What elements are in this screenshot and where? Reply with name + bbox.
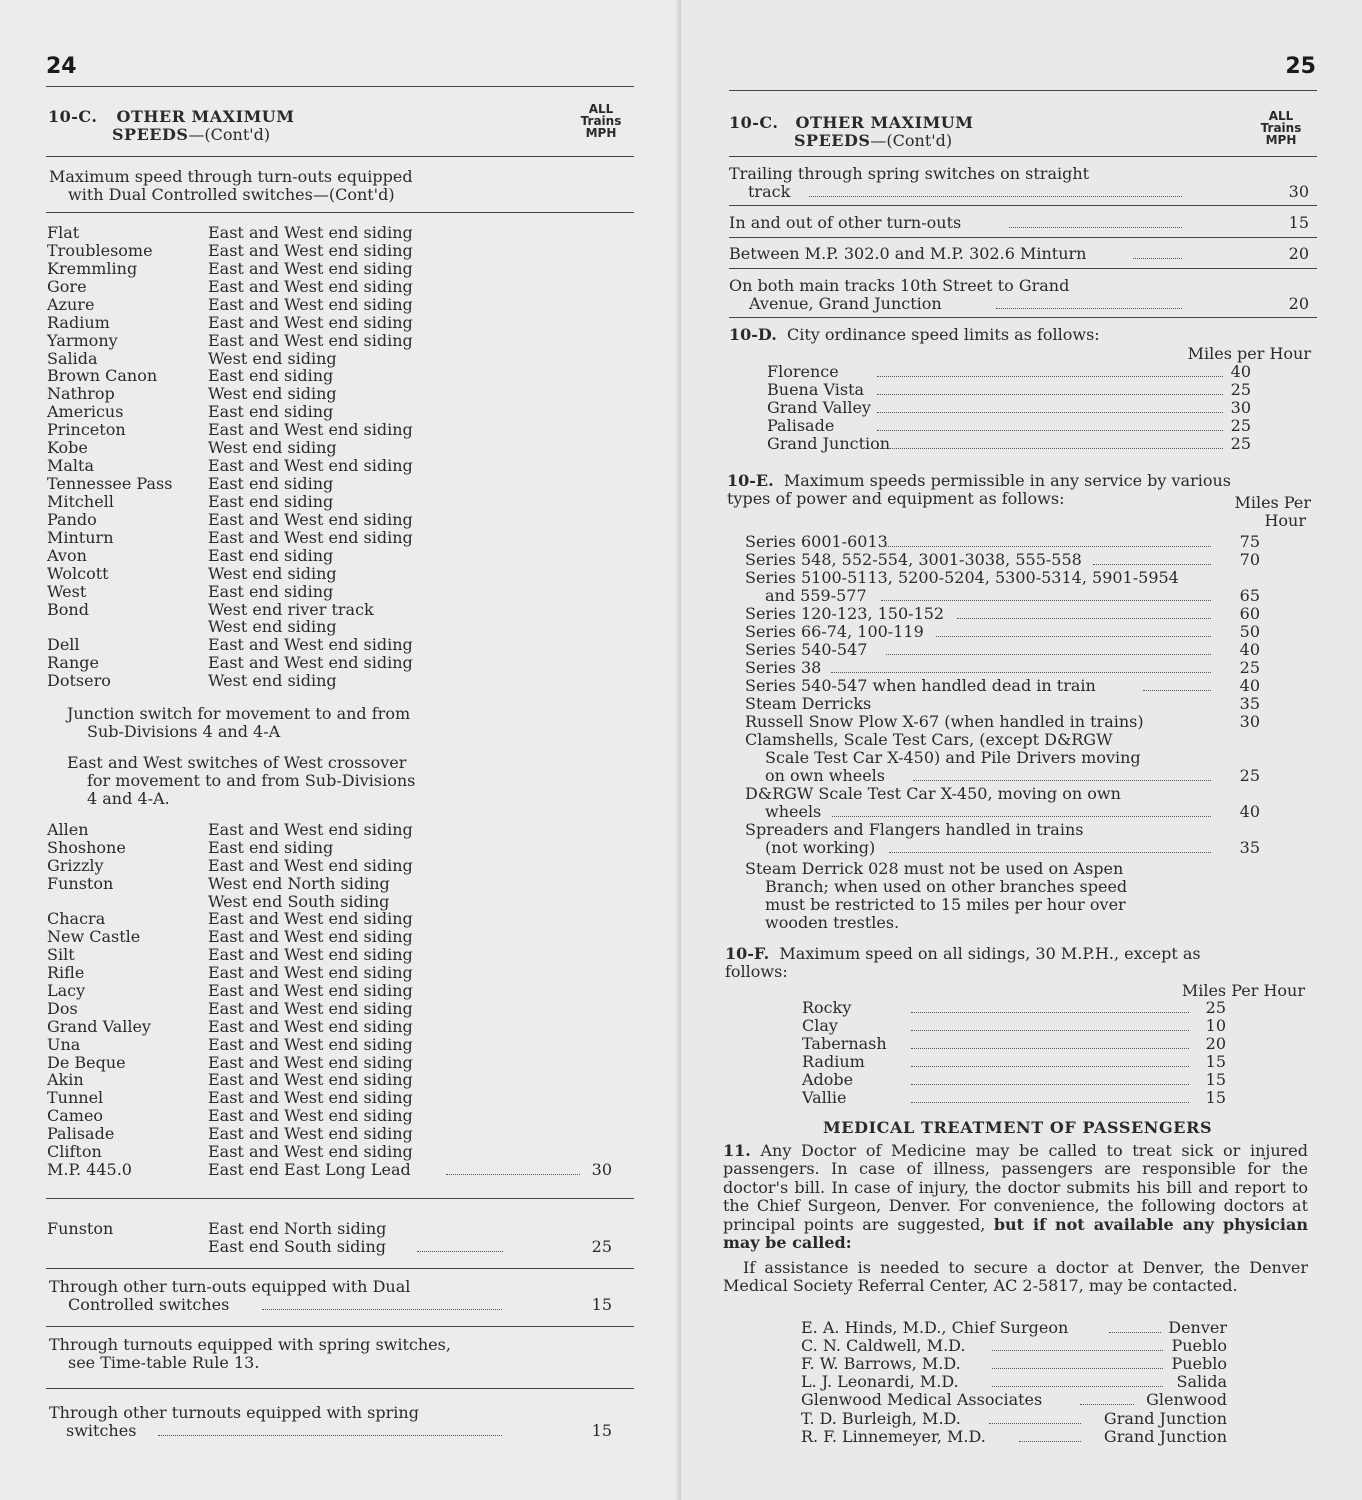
siding-desc: West end siding: [208, 438, 337, 458]
rule: [729, 156, 1317, 157]
section-text: Maximum speeds permissible in any service by various: [783, 471, 1232, 490]
speed-value: 15: [1205, 1052, 1226, 1071]
siding-desc: East and West end siding: [208, 330, 413, 350]
station-name: New Castle: [47, 927, 141, 947]
station-name: Tennessee Pass: [47, 474, 173, 494]
rule: [46, 156, 634, 157]
dot-leader: [158, 1435, 502, 1436]
siding-desc: West end siding: [208, 617, 337, 637]
speed-value: 10: [1205, 1016, 1226, 1035]
equipment-line: Clamshells, Scale Test Cars, (except D&RGW: [745, 730, 1113, 749]
speed-value: 40: [1239, 640, 1260, 659]
siding-name: Tabernash: [802, 1034, 887, 1053]
doctor-location: Denver: [1168, 1318, 1227, 1337]
siding-name: Clay: [802, 1016, 838, 1035]
rule: [46, 212, 634, 213]
siding-desc: East and West end siding: [208, 420, 413, 440]
siding-desc: East end siding: [208, 581, 334, 601]
siding-desc: East and West end siding: [208, 635, 413, 655]
column-header: Miles Per: [1234, 493, 1311, 512]
dot-leader: [996, 308, 1182, 309]
dot-leader: [1009, 227, 1182, 228]
equipment-line: Series 120-123, 150-152: [745, 604, 945, 623]
doctor-location: Salida: [1176, 1372, 1227, 1392]
column-header: [576, 103, 626, 139]
column-header-line: ALL: [588, 102, 614, 116]
section-title-line-1: OTHER MAXIMUM: [795, 113, 974, 132]
derrick-note: Steam Derrick 028 must not be used on Aspen: [745, 859, 1124, 878]
dot-leader: [877, 430, 1223, 431]
speed-value: 40: [1230, 362, 1251, 381]
siding-desc: East end siding: [208, 837, 334, 857]
section-heading: [729, 114, 973, 132]
column-header-line: Trains: [580, 114, 622, 128]
dot-leader: [877, 376, 1223, 377]
siding-desc: East and West end siding: [208, 258, 413, 278]
junction-note: Sub-Divisions 4 and 4-A: [87, 722, 281, 741]
siding-desc: East and West end siding: [208, 294, 413, 314]
dot-leader: [886, 546, 1211, 547]
equipment-line: Series 5100-5113, 5200-5204, 5300-5314, 5901-5954: [745, 568, 1179, 587]
section-heading-line-2: [794, 132, 952, 150]
doctor-name: T. D. Burleigh, M.D.: [801, 1408, 961, 1428]
speed-value: 50: [1239, 622, 1260, 641]
section-title-line-1: OTHER MAXIMUM: [116, 107, 295, 126]
station-name: Clifton: [47, 1142, 102, 1162]
doctor-location: Pueblo: [1171, 1354, 1227, 1374]
siding-desc: West end siding: [208, 384, 337, 404]
station-name: Gore: [47, 276, 87, 296]
section-title-line-2: SPEEDS: [794, 131, 871, 150]
spring-other-note: Through other turnouts equipped with spring: [49, 1403, 419, 1422]
minturn-note: Between M.P. 302.0 and M.P. 302.6 Minturn: [729, 244, 1087, 263]
equipment-line: D&RGW Scale Test Car X-450, moving on own: [745, 784, 1121, 803]
dot-leader: [911, 1102, 1189, 1103]
station-name: Azure: [47, 294, 95, 314]
column-header: Miles Per Hour: [1181, 981, 1305, 1000]
dot-leader: [446, 1174, 580, 1175]
dot-leader: [1143, 690, 1211, 691]
doctor-location: Glenwood: [1146, 1390, 1227, 1410]
speed-value: 25: [1205, 998, 1226, 1017]
station-name: Princeton: [47, 420, 126, 440]
station-name: Una: [47, 1034, 81, 1054]
speed-value: 35: [1239, 694, 1260, 713]
doctor-name: Glenwood Medical Associates: [801, 1390, 1043, 1410]
siding-desc: East and West end siding: [208, 276, 413, 296]
dot-leader: [831, 672, 1211, 673]
equipment-line: on own wheels: [765, 766, 886, 785]
section-text: City ordinance speed limits as follows:: [786, 325, 1100, 344]
city-name: Grand Junction: [767, 434, 891, 453]
section-number: 11.: [723, 1141, 751, 1160]
equipment-line: Series 6001-6013: [745, 532, 888, 551]
doctor-name: R. F. Linnemeyer, M.D.: [801, 1426, 986, 1446]
dot-leader: [911, 1030, 1189, 1031]
section-number: 10-D.: [729, 325, 777, 344]
dot-leader: [889, 852, 1211, 853]
station-name: Cameo: [47, 1106, 104, 1126]
equipment-line: Series 540-547 when handled dead in train: [745, 676, 1096, 695]
derrick-note: Branch; when used on other branches speed: [765, 877, 1128, 896]
station-name: Funston: [47, 873, 114, 893]
siding-desc: East and West end siding: [208, 456, 413, 476]
medical-heading: MEDICAL TREATMENT OF PASSENGERS: [823, 1118, 1213, 1137]
speed-value: 15: [1205, 1088, 1226, 1107]
page-number: 24: [46, 54, 77, 79]
speed-value: 20: [1288, 294, 1309, 313]
city-name: Buena Vista: [767, 380, 865, 399]
station-name: Yarmony: [47, 330, 118, 350]
column-header-line: ALL: [1268, 109, 1294, 123]
station-name: Funston: [47, 1219, 114, 1238]
doctor-location: Grand Junction: [1103, 1426, 1227, 1446]
equipment-line: (not working): [765, 838, 876, 857]
siding-desc: East and West end siding: [208, 981, 413, 1000]
grand-junction-note: Avenue, Grand Junction: [749, 294, 942, 313]
section-10f: [725, 945, 1201, 963]
equipment-line: Scale Test Car X-450) and Pile Drivers moving: [765, 748, 1141, 767]
station-name: Bond: [47, 599, 89, 619]
dual-note: Controlled switches: [68, 1295, 230, 1314]
station-name: Americus: [47, 402, 124, 422]
column-header-line: MPH: [585, 126, 617, 140]
speed-value: 30: [1239, 712, 1260, 731]
dot-leader: [1133, 258, 1182, 259]
spring-rule-note: Through turnouts equipped with spring switches,: [49, 1335, 451, 1354]
speed-value: 30: [591, 1160, 612, 1179]
city-name: Palisade: [767, 416, 835, 435]
station-name: Mitchell: [47, 491, 114, 511]
speed-value: 40: [1239, 802, 1260, 821]
junction-note: Junction switch for movement to and from: [67, 704, 411, 723]
siding-desc: East end siding: [208, 366, 334, 386]
column-header: [1256, 110, 1306, 146]
station-name: Rifle: [47, 963, 85, 983]
speed-value: 20: [1205, 1034, 1226, 1053]
rule: [729, 90, 1317, 91]
siding-desc: East and West end siding: [208, 927, 413, 947]
section-heading: [48, 108, 294, 126]
station-name: Palisade: [47, 1124, 115, 1144]
siding-desc: East and West end siding: [208, 1016, 413, 1036]
station-name: Chacra: [47, 909, 106, 929]
city-name: Grand Valley: [767, 398, 871, 417]
city-name: Florence: [767, 362, 839, 381]
siding-desc: West end siding: [208, 671, 337, 691]
section-heading-line-2: [112, 126, 270, 144]
speed-value: 25: [1239, 658, 1260, 677]
trailing-note: track: [748, 182, 791, 201]
speed-value: 15: [1205, 1070, 1226, 1089]
column-header-line: Trains: [1260, 121, 1302, 135]
dot-leader: [913, 780, 1211, 781]
station-name: Tunnel: [47, 1088, 104, 1108]
station-name: Grand Valley: [47, 1016, 151, 1036]
section-text: types of power and equipment as follows:: [727, 489, 1065, 508]
siding-desc: East and West end siding: [208, 240, 413, 260]
dot-leader: [262, 1309, 502, 1310]
station-name: Shoshone: [47, 837, 126, 857]
speed-value: 25: [1230, 434, 1251, 453]
intro-line: with Dual Controlled switches—(Cont'd): [68, 185, 395, 204]
equipment-line: and 559-577: [765, 586, 867, 605]
siding-desc: East and West end siding: [208, 1052, 413, 1072]
station-name: West: [47, 581, 87, 601]
siding-desc: East and West end siding: [208, 998, 413, 1018]
section-number: 10-E.: [727, 471, 774, 490]
equipment-line: Series 540-547: [745, 640, 868, 659]
section-title-line-2: SPEEDS: [112, 125, 189, 144]
equipment-line: Russell Snow Plow X-67 (when handled in trains): [745, 712, 1144, 731]
siding-desc: East and West end siding: [208, 527, 413, 547]
siding-name: Vallie: [802, 1088, 847, 1107]
doctor-name: E. A. Hinds, M.D., Chief Surgeon: [801, 1318, 1069, 1337]
rule: [46, 1198, 634, 1199]
siding-desc: East and West end siding: [208, 1034, 413, 1054]
section-10d: [729, 326, 1100, 344]
siding-desc: West end North siding: [208, 873, 390, 893]
rule: [46, 1268, 634, 1269]
siding-desc: East and West end siding: [208, 945, 413, 965]
dot-leader: [936, 636, 1211, 637]
speed-value: 20: [1288, 244, 1309, 263]
spring-other-note: switches: [66, 1421, 137, 1440]
siding-desc: East and West end siding: [208, 223, 413, 242]
equipment-line: Series 38: [745, 658, 822, 677]
assist-paragraph: If assistance is needed to secure a doctor at Denver, the Denver Medical Society Referral Center, AC 2-5817, may be contacted.: [723, 1258, 1308, 1296]
grand-junction-note: On both main tracks 10th Street to Grand: [729, 276, 1070, 295]
siding-desc: East and West end siding: [208, 1142, 413, 1162]
trailing-note: Trailing through spring switches on straight: [729, 164, 1090, 183]
station-name: Nathrop: [47, 384, 115, 404]
doctor-name: C. N. Caldwell, M.D.: [801, 1336, 966, 1356]
right-page: [681, 0, 1362, 1500]
rule: [729, 317, 1317, 318]
column-header-line: MPH: [1265, 133, 1297, 147]
siding-desc: East and West end siding: [208, 509, 413, 529]
siding-desc: East and West end siding: [208, 1088, 413, 1108]
station-name: Pando: [47, 509, 97, 529]
speed-value: 40: [1239, 676, 1260, 695]
section-number: 10-C.: [48, 107, 98, 126]
rule: [46, 86, 634, 87]
crossover-note: 4 and 4-A.: [87, 789, 170, 808]
speed-value: 25: [591, 1237, 612, 1256]
equipment-line: Series 66-74, 100-119: [745, 622, 924, 641]
dot-leader: [881, 600, 1211, 601]
station-name: Dotsero: [47, 671, 111, 691]
station-name: Avon: [47, 545, 87, 565]
speed-value: 25: [1239, 766, 1260, 785]
station-name: M.P. 445.0: [47, 1159, 132, 1179]
intro-line: Maximum speed through turn-outs equipped: [49, 167, 413, 186]
station-name: Dell: [47, 635, 80, 655]
siding-desc: East end siding: [208, 545, 334, 565]
speed-value: 75: [1239, 532, 1260, 551]
derrick-note: must be restricted to 15 miles per hour over: [765, 895, 1126, 914]
siding-desc: East and West end siding: [208, 312, 413, 332]
turnout-note: In and out of other turn-outs: [729, 213, 962, 232]
derrick-note: wooden trestles.: [765, 913, 900, 932]
siding-name: Rocky: [802, 998, 852, 1017]
station-name: De Beque: [47, 1052, 126, 1072]
speed-value: 15: [1288, 213, 1309, 232]
siding-desc: East end siding: [208, 402, 334, 422]
siding-desc: East end North siding: [208, 1219, 387, 1238]
station-name: Malta: [47, 456, 95, 476]
dot-leader: [911, 1084, 1189, 1085]
siding-desc: West end South siding: [208, 891, 390, 911]
station-name: Brown Canon: [47, 366, 158, 386]
siding-desc: East end East Long Lead: [208, 1159, 411, 1179]
section-text: follows:: [725, 962, 788, 981]
speed-value: 25: [1230, 380, 1251, 399]
doctor-name: L. J. Leonardi, M.D.: [801, 1372, 959, 1392]
rule: [46, 1388, 634, 1389]
speed-value: 60: [1239, 604, 1260, 623]
dot-leader: [911, 1012, 1189, 1013]
siding-desc: East and West end siding: [208, 1070, 413, 1090]
crossover-note: East and West switches of West crossover: [67, 753, 407, 772]
siding-desc: West end siding: [208, 563, 337, 583]
station-name: Allen: [47, 820, 89, 839]
equipment-line: Series 548, 552-554, 3001-3038, 555-558: [745, 550, 1082, 569]
dot-leader: [417, 1251, 503, 1252]
station-name: Troublesome: [47, 240, 153, 260]
speed-value: 65: [1239, 586, 1260, 605]
station-name: Range: [47, 653, 99, 673]
equipment-line: wheels: [765, 802, 822, 821]
dot-leader: [1093, 564, 1211, 565]
speed-value: 30: [1288, 182, 1309, 201]
siding-name: Radium: [802, 1052, 865, 1071]
rule: [46, 1326, 634, 1327]
station-name: Akin: [47, 1070, 84, 1090]
siding-desc: East end South siding: [208, 1237, 386, 1256]
station-name: Lacy: [47, 981, 86, 1000]
section-number: 10-F.: [725, 944, 770, 963]
siding-desc: East and West end siding: [208, 1106, 413, 1126]
dot-leader: [911, 1048, 1189, 1049]
medical-bold-text: but if not available any physician may be called:: [723, 1214, 1309, 1253]
medical-paragraph: [723, 1142, 1308, 1252]
station-name: Radium: [47, 312, 110, 332]
dot-leader: [877, 448, 1223, 449]
station-name: Minturn: [47, 527, 114, 547]
dual-note: Through other turn-outs equipped with Dual: [49, 1277, 411, 1296]
siding-desc: East and West end siding: [208, 855, 413, 875]
speed-value: 15: [591, 1295, 612, 1314]
station-name: Kremmling: [47, 258, 138, 278]
equipment-line: Spreaders and Flangers handled in trains: [745, 820, 1084, 839]
dot-leader: [957, 618, 1211, 619]
siding-desc: East and West end siding: [208, 963, 413, 983]
dot-leader: [877, 412, 1223, 413]
speed-value: 15: [591, 1421, 612, 1440]
dot-leader: [911, 1066, 1189, 1067]
crossover-note: for movement to and from Sub-Divisions: [87, 771, 416, 790]
siding-desc: East end siding: [208, 474, 334, 494]
spring-rule-note: see Time-table Rule 13.: [68, 1353, 260, 1372]
siding-desc: East and West end siding: [208, 820, 413, 839]
doctor-location: Pueblo: [1171, 1336, 1227, 1356]
dot-leader: [886, 654, 1211, 655]
section-text: Maximum speed on all sidings, 30 M.P.H., except as: [779, 944, 1201, 963]
doctor-location: Grand Junction: [1103, 1408, 1227, 1428]
equipment-line: Steam Derricks: [745, 694, 872, 713]
speed-value: 25: [1230, 416, 1251, 435]
column-header: Hour: [1264, 511, 1306, 530]
doctor-name: F. W. Barrows, M.D.: [801, 1354, 961, 1374]
siding-desc: East end siding: [208, 491, 334, 511]
siding-name: Adobe: [802, 1070, 854, 1089]
siding-desc: West end river track: [208, 599, 374, 619]
section-10e: [727, 472, 1231, 490]
station-name: Dos: [47, 998, 78, 1018]
section-title-suffix: —(Cont'd): [188, 125, 271, 144]
siding-desc: West end siding: [208, 348, 337, 368]
speed-value: 30: [1230, 398, 1251, 417]
station-name: Kobe: [47, 438, 88, 458]
station-name: Silt: [47, 945, 75, 965]
speed-value: 70: [1239, 550, 1260, 569]
section-title-suffix: —(Cont'd): [870, 131, 953, 150]
station-name: Salida: [47, 348, 98, 368]
column-header: Miles per Hour: [1187, 344, 1311, 363]
station-name: Grizzly: [47, 855, 104, 875]
station-name: Wolcott: [47, 563, 109, 583]
rule: [729, 205, 1317, 206]
siding-desc: East and West end siding: [208, 909, 413, 929]
section-number: 10-C.: [729, 113, 779, 132]
rule: [729, 268, 1317, 269]
dot-leader: [809, 196, 1182, 197]
siding-desc: East and West end siding: [208, 653, 413, 673]
medical-text: Any Doctor of Medicine may be called to treat sick or injured passengers. In case of illness, passengers are responsible for the doctor's bill. In case of injury, the doctor submits his bill and report to the Chief Surgeon, Denver. For convenience, the following doctors at principal points are suggested,: [723, 1141, 1309, 1234]
station-name: Flat: [47, 223, 80, 242]
speed-value: 35: [1239, 838, 1260, 857]
siding-desc: East and West end siding: [208, 1124, 413, 1144]
dot-leader: [832, 816, 1211, 817]
rule: [729, 237, 1317, 238]
dot-leader: [877, 394, 1223, 395]
page-number: 25: [1285, 54, 1316, 79]
